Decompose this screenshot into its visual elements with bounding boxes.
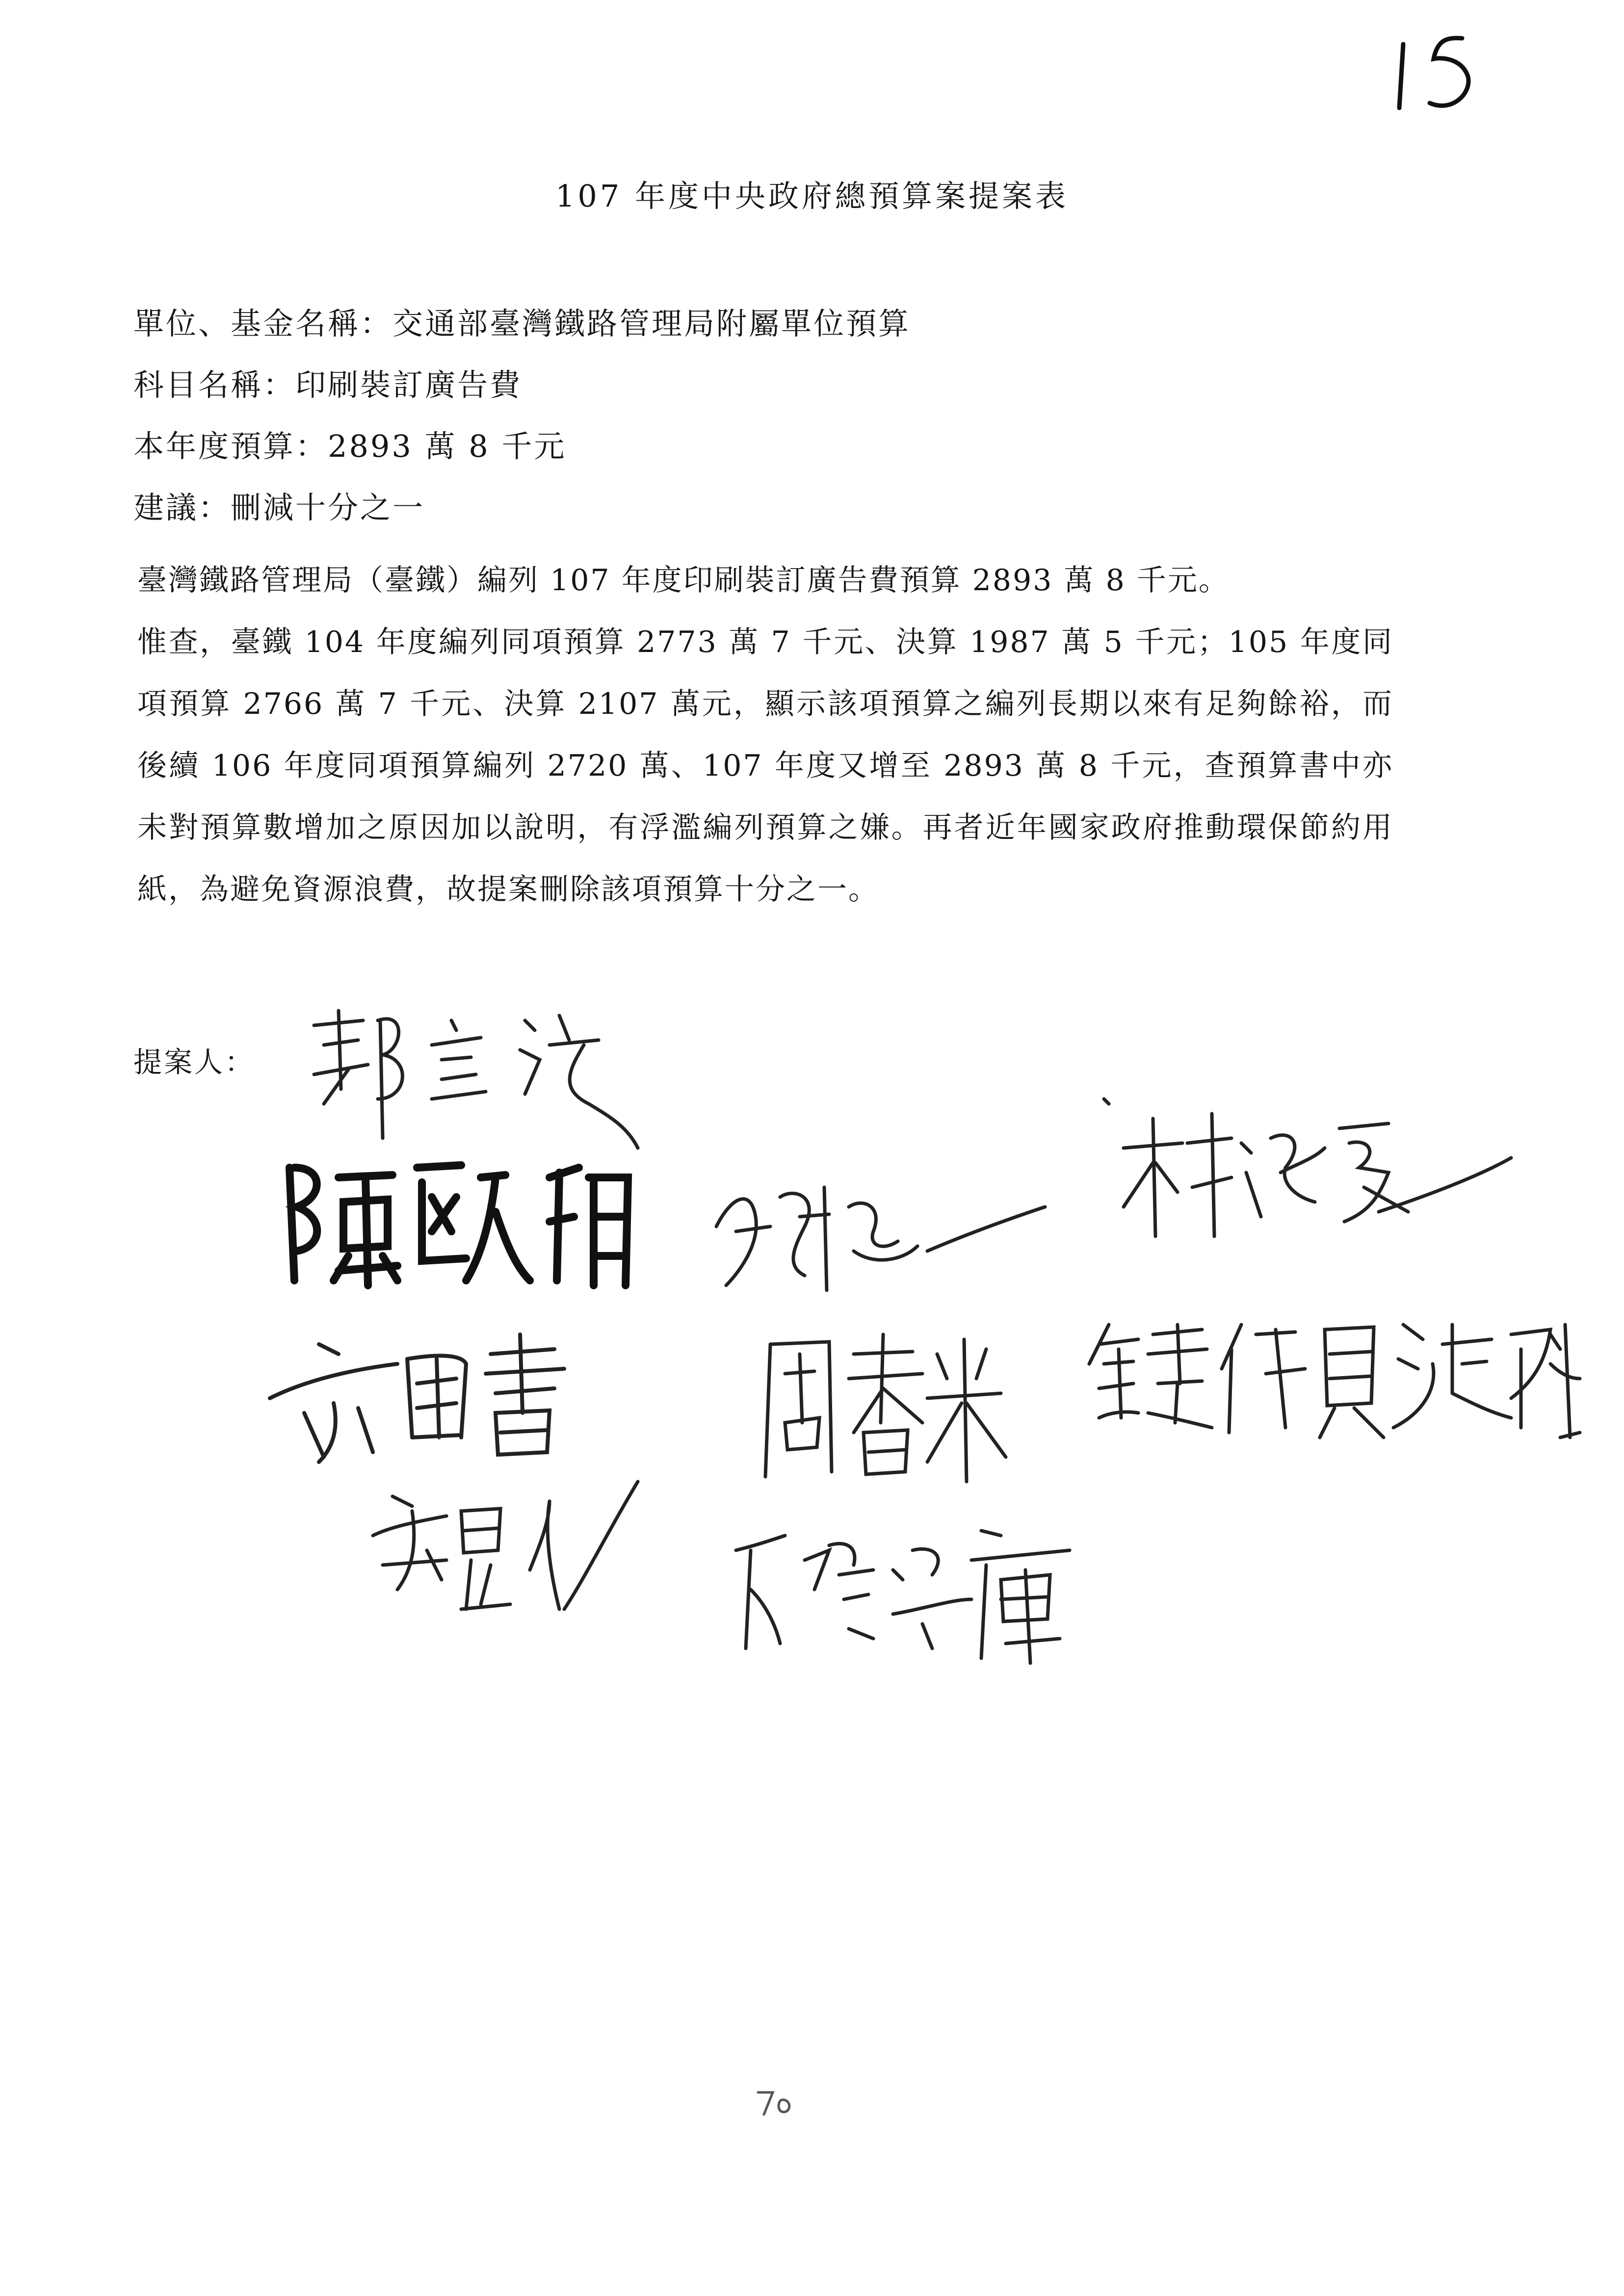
unit-field [133,299,911,343]
budget-field [133,422,566,466]
signature [294,991,648,1155]
body-paragraph: 臺灣鐵路管理局（臺鐵）編列 107 年度印刷裝訂廣告費預算 2893 萬 8 千元。 [137,563,1230,598]
unit-label: 單位、基金名稱： [133,306,393,341]
signature [1104,1089,1521,1268]
signature [756,1325,1011,1493]
subject-value: 印刷裝訂廣告費 [295,367,523,403]
signature [726,1501,1079,1680]
signature [260,1315,613,1474]
budget-value: 2893 萬 8 千元 [328,428,567,464]
signature [707,1168,1050,1297]
signature [1079,1305,1595,1454]
unit-value: 交通部臺灣鐵路管理局附屬單位預算 [393,306,911,341]
proposal-label: 建議： [133,490,231,525]
signature [363,1462,667,1641]
proposal-field [133,483,425,527]
subject-field [133,361,522,404]
signature [275,1148,628,1297]
page-number [1388,29,1501,120]
footer-mark [753,2085,797,2121]
proposers-label: 提案人： [133,1045,256,1079]
proposal-value: 刪減十分之一 [231,490,425,525]
budget-label: 本年度預算： [133,428,328,464]
body-paragraph: 惟查，臺鐵 104 年度編列同項預算 2773 萬 7 千元、決算 1987 萬 5 千元；105 年度同項預算 2766 萬 7 千元、決算 2107 萬元，顯示該項預算之編列長期以來有足夠餘裕，而後續 106 年度同項預算編列 2720 萬、107 年度又增至 2893 萬 8 千元，查預算書中亦未對預算數增加之原因加以說明，有浮濫編列預算之嫌。再者近年國家政府推動環保節約用紙，為避免資源浪費，故提案刪除該項預算十分之一。 [137,625,1393,907]
body-text [137,549,1393,920]
document-title: 107 年度中央政府總預算案提案表 [555,178,1069,214]
subject-label: 科目名稱： [133,367,296,403]
